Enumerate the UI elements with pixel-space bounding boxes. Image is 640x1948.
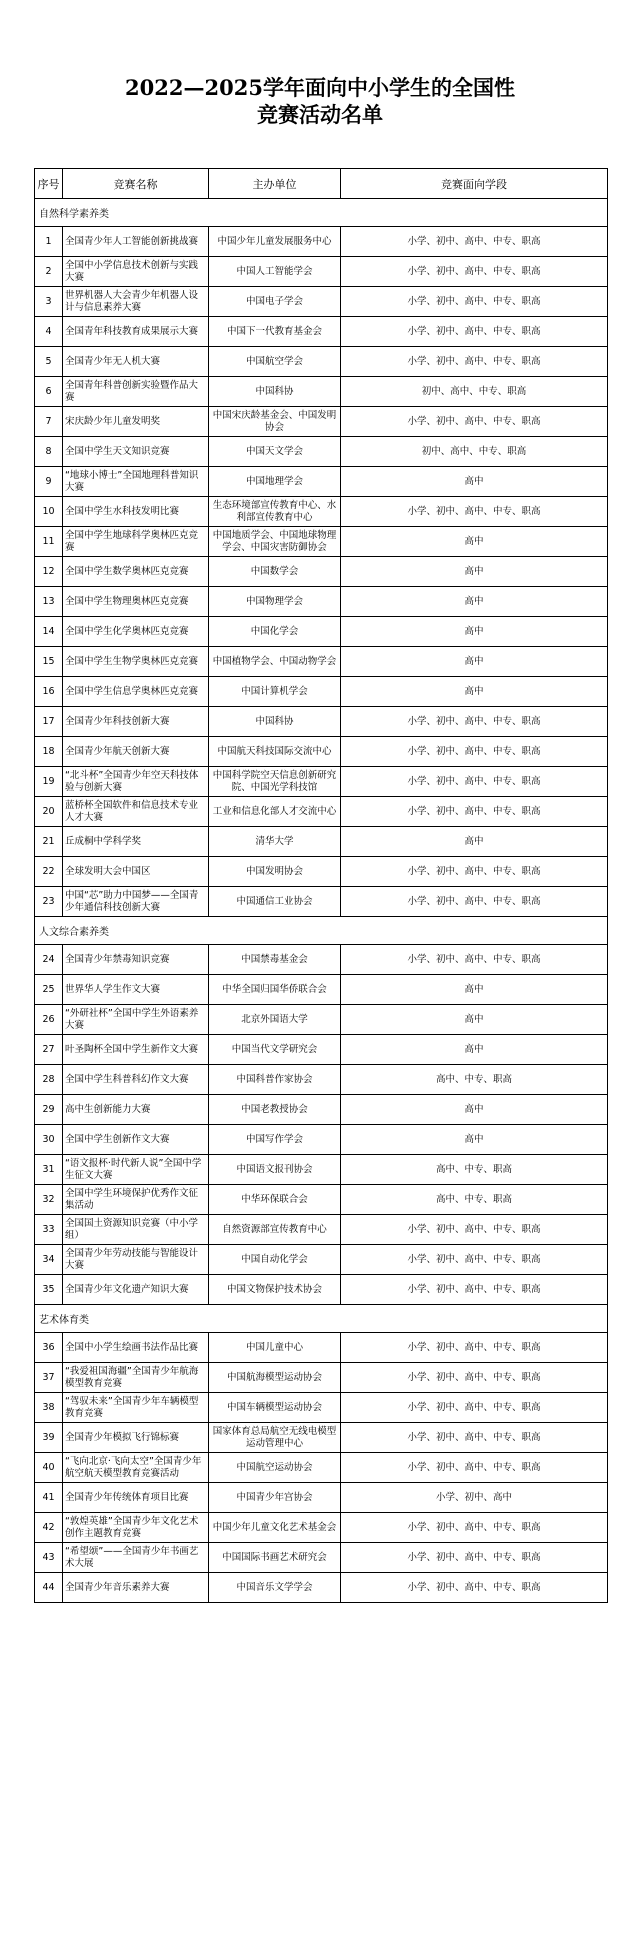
school-level: 小学、初中、高中、中专、职高	[341, 1543, 608, 1573]
school-level: 小学、初中、高中、中专、职高	[341, 227, 608, 257]
table-row	[35, 1573, 608, 1603]
organizer: 中国文物保护技术协会	[209, 1275, 341, 1305]
competition-name: 全国青少年模拟飞行锦标赛	[63, 1423, 209, 1453]
row-number: 44	[35, 1573, 63, 1603]
row-number: 34	[35, 1245, 63, 1275]
school-level: 高中	[341, 467, 608, 497]
school-level: 高中	[341, 587, 608, 617]
row-number: 16	[35, 677, 63, 707]
school-level: 高中	[341, 975, 608, 1005]
table-header-row	[35, 169, 608, 199]
table-row	[35, 407, 608, 437]
header-level: 竞赛面向学段	[341, 169, 608, 199]
table-row	[35, 797, 608, 827]
organizer: 自然资源部宣传教育中心	[209, 1215, 341, 1245]
school-level: 小学、初中、高中、中专、职高	[341, 707, 608, 737]
school-level: 小学、初中、高中、中专、职高	[341, 317, 608, 347]
table-row	[35, 1423, 608, 1453]
organizer: 中国老教授协会	[209, 1095, 341, 1125]
competition-name: 丘成桐中学科学奖	[63, 827, 209, 857]
school-level: 高中、中专、职高	[341, 1185, 608, 1215]
table-row	[35, 587, 608, 617]
school-level: 小学、初中、高中、中专、职高	[341, 1333, 608, 1363]
school-level: 小学、初中、高中、中专、职高	[341, 347, 608, 377]
row-number: 5	[35, 347, 63, 377]
table-row	[35, 1185, 608, 1215]
organizer: 中国科学院空天信息创新研究院、中国光学科技馆	[209, 767, 341, 797]
table-row	[35, 347, 608, 377]
row-number: 1	[35, 227, 63, 257]
school-level: 高中	[341, 527, 608, 557]
organizer: 中国当代文学研究会	[209, 1035, 341, 1065]
school-level: 小学、初中、高中、中专、职高	[341, 1573, 608, 1603]
school-level: 高中、中专、职高	[341, 1155, 608, 1185]
row-number: 6	[35, 377, 63, 407]
school-level: 小学、初中、高中、中专、职高	[341, 887, 608, 917]
row-number: 23	[35, 887, 63, 917]
competition-name: 高中生创新能力大赛	[63, 1095, 209, 1125]
school-level: 初中、高中、中专、职高	[341, 377, 608, 407]
organizer: 国家体育总局航空无线电模型运动管理中心	[209, 1423, 341, 1453]
school-level: 高中、中专、职高	[341, 1065, 608, 1095]
organizer: 北京外国语大学	[209, 1005, 341, 1035]
organizer: 中国宋庆龄基金会、中国发明协会	[209, 407, 341, 437]
organizer: 中国植物学会、中国动物学会	[209, 647, 341, 677]
table-row	[35, 227, 608, 257]
school-level: 小学、初中、高中、中专、职高	[341, 1423, 608, 1453]
row-number: 9	[35, 467, 63, 497]
organizer: 中国通信工业协会	[209, 887, 341, 917]
school-level: 高中	[341, 1035, 608, 1065]
row-number: 38	[35, 1393, 63, 1423]
organizer: 中国科协	[209, 707, 341, 737]
organizer: 中国航天科技国际交流中心	[209, 737, 341, 767]
row-number: 4	[35, 317, 63, 347]
competition-name: 全国中学生信息学奥林匹克竞赛	[63, 677, 209, 707]
row-number: 43	[35, 1543, 63, 1573]
table-row	[35, 1363, 608, 1393]
competition-name: “我爱祖国海疆”全国青少年航海模型教育竞赛	[63, 1363, 209, 1393]
competition-name: 全国青少年人工智能创新挑战赛	[63, 227, 209, 257]
table-row	[35, 647, 608, 677]
school-level: 小学、初中、高中、中专、职高	[341, 1513, 608, 1543]
table-row	[35, 737, 608, 767]
organizer: 中国下一代教育基金会	[209, 317, 341, 347]
competition-name: 宋庆龄少年儿童发明奖	[63, 407, 209, 437]
row-number: 2	[35, 257, 63, 287]
row-number: 22	[35, 857, 63, 887]
competition-name: 全球发明大会中国区	[63, 857, 209, 887]
row-number: 17	[35, 707, 63, 737]
competition-name: 全国中学生科普科幻作文大赛	[63, 1065, 209, 1095]
header-org: 主办单位	[209, 169, 341, 199]
table-row	[35, 497, 608, 527]
organizer: 中国语文报刊协会	[209, 1155, 341, 1185]
table-row	[35, 557, 608, 587]
competition-name: 全国中小学信息技术创新与实践大赛	[63, 257, 209, 287]
table-row	[35, 1245, 608, 1275]
school-level: 高中	[341, 677, 608, 707]
school-level: 小学、初中、高中、中专、职高	[341, 767, 608, 797]
organizer: 中国航空运动协会	[209, 1453, 341, 1483]
school-level: 小学、初中、高中、中专、职高	[341, 287, 608, 317]
competition-name: “希望颂”——全国青少年书画艺术大展	[63, 1543, 209, 1573]
competition-table	[34, 168, 608, 1603]
row-number: 25	[35, 975, 63, 1005]
school-level: 小学、初中、高中、中专、职高	[341, 1275, 608, 1305]
school-level: 小学、初中、高中	[341, 1483, 608, 1513]
table-row	[35, 257, 608, 287]
competition-name: 全国中小学生绘画书法作品比赛	[63, 1333, 209, 1363]
organizer: 中国写作学会	[209, 1125, 341, 1155]
competition-name: 全国国土资源知识竞赛（中小学组）	[63, 1215, 209, 1245]
organizer: 中国地质学会、中国地球物理学会、中国灾害防御协会	[209, 527, 341, 557]
row-number: 27	[35, 1035, 63, 1065]
competition-name: “外研社杯”全国中学生外语素养大赛	[63, 1005, 209, 1035]
competition-name: “语文报杯·时代新人说”全国中学生征文大赛	[63, 1155, 209, 1185]
organizer: 中国化学会	[209, 617, 341, 647]
section-row	[35, 1305, 608, 1333]
table-row	[35, 467, 608, 497]
table-row	[35, 1513, 608, 1543]
table-row	[35, 287, 608, 317]
competition-name: 全国青少年航天创新大赛	[63, 737, 209, 767]
organizer: 清华大学	[209, 827, 341, 857]
competition-name: 全国青年科普创新实验暨作品大赛	[63, 377, 209, 407]
competition-name: 叶圣陶杯全国中学生新作文大赛	[63, 1035, 209, 1065]
section-title: 人文综合素养类	[35, 917, 608, 945]
table-row	[35, 1155, 608, 1185]
section-row	[35, 199, 608, 227]
row-number: 37	[35, 1363, 63, 1393]
row-number: 19	[35, 767, 63, 797]
row-number: 35	[35, 1275, 63, 1305]
school-level: 初中、高中、中专、职高	[341, 437, 608, 467]
header-name: 竞赛名称	[63, 169, 209, 199]
school-level: 高中	[341, 1005, 608, 1035]
school-level: 高中	[341, 827, 608, 857]
row-number: 7	[35, 407, 63, 437]
competition-name: 蓝桥杯全国软件和信息技术专业人才大赛	[63, 797, 209, 827]
competition-name: 全国青少年劳动技能与智能设计大赛	[63, 1245, 209, 1275]
table-row	[35, 1215, 608, 1245]
organizer: 中华环保联合会	[209, 1185, 341, 1215]
row-number: 32	[35, 1185, 63, 1215]
competition-name: 世界机器人大会青少年机器人设计与信息素养大赛	[63, 287, 209, 317]
competition-name: 全国青少年禁毒知识竞赛	[63, 945, 209, 975]
school-level: 小学、初中、高中、中专、职高	[341, 257, 608, 287]
row-number: 12	[35, 557, 63, 587]
row-number: 20	[35, 797, 63, 827]
organizer: 工业和信息化部人才交流中心	[209, 797, 341, 827]
organizer: 中国国际书画艺术研究会	[209, 1543, 341, 1573]
table-row	[35, 1393, 608, 1423]
table-row	[35, 945, 608, 975]
table-row	[35, 1333, 608, 1363]
table-row	[35, 707, 608, 737]
school-level: 小学、初中、高中、中专、职高	[341, 1215, 608, 1245]
row-number: 41	[35, 1483, 63, 1513]
table-row	[35, 857, 608, 887]
table-row	[35, 1005, 608, 1035]
row-number: 10	[35, 497, 63, 527]
competition-name: 全国中学生数学奥林匹克竞赛	[63, 557, 209, 587]
row-number: 36	[35, 1333, 63, 1363]
organizer: 中国少年儿童文化艺术基金会	[209, 1513, 341, 1543]
table-row	[35, 677, 608, 707]
competition-name: 全国中学生物理奥林匹克竞赛	[63, 587, 209, 617]
organizer: 中国青少年宫协会	[209, 1483, 341, 1513]
row-number: 8	[35, 437, 63, 467]
competition-name: 中国“芯”助力中国梦——全国青少年通信科技创新大赛	[63, 887, 209, 917]
competition-name: 全国青少年文化遗产知识大赛	[63, 1275, 209, 1305]
row-number: 40	[35, 1453, 63, 1483]
table-row	[35, 1483, 608, 1513]
row-number: 31	[35, 1155, 63, 1185]
competition-name: 全国青少年音乐素养大赛	[63, 1573, 209, 1603]
table-row	[35, 975, 608, 1005]
competition-name: 全国中学生创新作文大赛	[63, 1125, 209, 1155]
competition-name: 世界华人学生作文大赛	[63, 975, 209, 1005]
competition-name: “北斗杯”全国青少年空天科技体验与创新大赛	[63, 767, 209, 797]
competition-name: 全国青少年无人机大赛	[63, 347, 209, 377]
table-row	[35, 887, 608, 917]
competition-name: 全国中学生水科技发明比赛	[63, 497, 209, 527]
organizer: 中国数学会	[209, 557, 341, 587]
table-row	[35, 1095, 608, 1125]
organizer: 中国少年儿童发展服务中心	[209, 227, 341, 257]
organizer: 中国音乐文学学会	[209, 1573, 341, 1603]
row-number: 24	[35, 945, 63, 975]
table-row	[35, 527, 608, 557]
competition-name: 全国中学生天文知识竞赛	[63, 437, 209, 467]
school-level: 小学、初中、高中、中专、职高	[341, 1245, 608, 1275]
school-level: 小学、初中、高中、中专、职高	[341, 737, 608, 767]
school-level: 高中	[341, 557, 608, 587]
school-level: 小学、初中、高中、中专、职高	[341, 1363, 608, 1393]
school-level: 小学、初中、高中、中专、职高	[341, 945, 608, 975]
organizer: 中国物理学会	[209, 587, 341, 617]
table-body	[35, 199, 608, 1603]
school-level: 高中	[341, 1095, 608, 1125]
row-number: 28	[35, 1065, 63, 1095]
competition-name: 全国中学生化学奥林匹克竞赛	[63, 617, 209, 647]
table-row	[35, 1125, 608, 1155]
document-title-line-2: 竞赛活动名单	[257, 102, 383, 127]
table-row	[35, 1065, 608, 1095]
row-number: 11	[35, 527, 63, 557]
organizer: 中国儿童中心	[209, 1333, 341, 1363]
row-number: 42	[35, 1513, 63, 1543]
row-number: 21	[35, 827, 63, 857]
school-level: 高中	[341, 617, 608, 647]
organizer: 生态环境部宣传教育中心、水利部宣传教育中心	[209, 497, 341, 527]
table-row	[35, 1543, 608, 1573]
organizer: 中国科协	[209, 377, 341, 407]
organizer: 中国电子学会	[209, 287, 341, 317]
row-number: 14	[35, 617, 63, 647]
organizer: 中国计算机学会	[209, 677, 341, 707]
school-level: 高中	[341, 1125, 608, 1155]
competition-name: “飞向北京·飞向太空”全国青少年航空航天模型教育竞赛活动	[63, 1453, 209, 1483]
row-number: 18	[35, 737, 63, 767]
table-row	[35, 437, 608, 467]
school-level: 小学、初中、高中、中专、职高	[341, 857, 608, 887]
competition-name: 全国青年科技教育成果展示大赛	[63, 317, 209, 347]
document-title-line-1: 2022—2025学年面向中小学生的全国性	[125, 75, 515, 100]
row-number: 30	[35, 1125, 63, 1155]
competition-name: 全国中学生生物学奥林匹克竞赛	[63, 647, 209, 677]
section-row	[35, 917, 608, 945]
school-level: 小学、初中、高中、中专、职高	[341, 497, 608, 527]
table-row	[35, 377, 608, 407]
school-level: 小学、初中、高中、中专、职高	[341, 797, 608, 827]
competition-name: 全国青少年传统体育项目比赛	[63, 1483, 209, 1513]
table-row	[35, 317, 608, 347]
organizer: 中国航空学会	[209, 347, 341, 377]
table-row	[35, 767, 608, 797]
competition-name: 全国中学生环境保护优秀作文征集活动	[63, 1185, 209, 1215]
competition-name: “敦煌英雄”全国青少年文化艺术创作主题教育竞赛	[63, 1513, 209, 1543]
competition-name: 全国青少年科技创新大赛	[63, 707, 209, 737]
row-number: 3	[35, 287, 63, 317]
row-number: 13	[35, 587, 63, 617]
school-level: 高中	[341, 647, 608, 677]
section-title: 艺术体育类	[35, 1305, 608, 1333]
organizer: 中国人工智能学会	[209, 257, 341, 287]
organizer: 中国禁毒基金会	[209, 945, 341, 975]
table-row	[35, 1035, 608, 1065]
competition-name: 全国中学生地球科学奥林匹克竞赛	[63, 527, 209, 557]
organizer: 中国科普作家协会	[209, 1065, 341, 1095]
organizer: 中华全国归国华侨联合会	[209, 975, 341, 1005]
row-number: 33	[35, 1215, 63, 1245]
organizer: 中国天文学会	[209, 437, 341, 467]
organizer: 中国车辆模型运动协会	[209, 1393, 341, 1423]
row-number: 39	[35, 1423, 63, 1453]
table-row	[35, 617, 608, 647]
row-number: 29	[35, 1095, 63, 1125]
row-number: 26	[35, 1005, 63, 1035]
organizer: 中国地理学会	[209, 467, 341, 497]
school-level: 小学、初中、高中、中专、职高	[341, 1453, 608, 1483]
school-level: 小学、初中、高中、中专、职高	[341, 1393, 608, 1423]
table-row	[35, 827, 608, 857]
competition-name: “驾驭未来”全国青少年车辆模型教育竞赛	[63, 1393, 209, 1423]
section-title: 自然科学素养类	[35, 199, 608, 227]
organizer: 中国航海模型运动协会	[209, 1363, 341, 1393]
organizer: 中国自动化学会	[209, 1245, 341, 1275]
school-level: 小学、初中、高中、中专、职高	[341, 407, 608, 437]
row-number: 15	[35, 647, 63, 677]
competition-name: “地球小博士”全国地理科普知识大赛	[63, 467, 209, 497]
organizer: 中国发明协会	[209, 857, 341, 887]
table-row	[35, 1453, 608, 1483]
header-no: 序号	[35, 169, 63, 199]
table-row	[35, 1275, 608, 1305]
